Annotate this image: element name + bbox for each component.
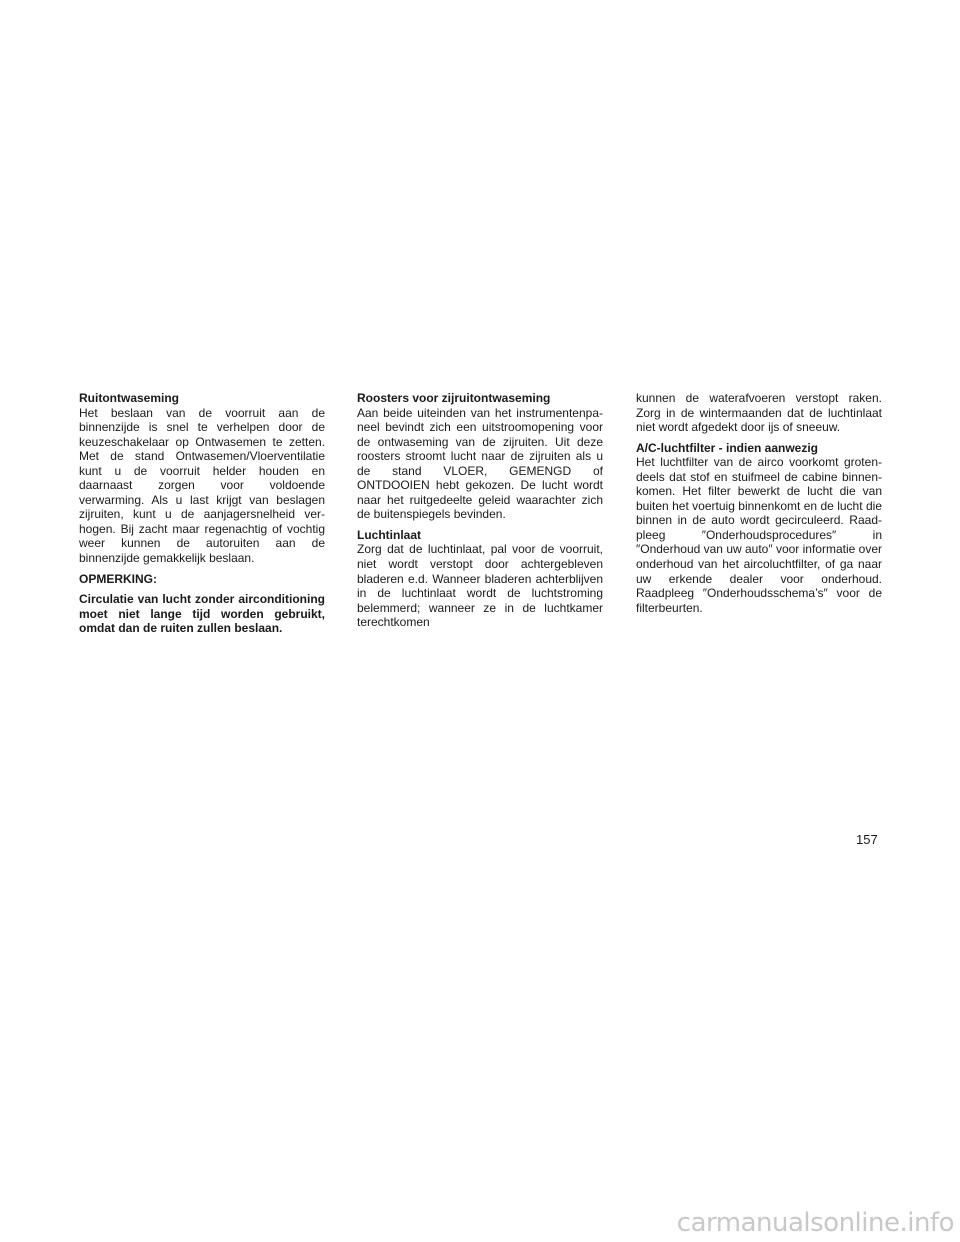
page-number: 157 [856,832,878,847]
section-heading: Ruitontwaseming [79,391,180,405]
paragraph-luchtinlaat [357,528,603,630]
paragraph-continued: kunnen de waterafvoeren verstopt raken. Zorg in de wintermaanden dat de luchtinlaat niet wordt afgedekt door ijs of sneeuw. [636,391,882,435]
section-body: Het beslaan van de voorruit aan de binnenzijde is snel te verhelpen door de keuzeschakelaar op Ontwasemen te zetten. Met de stand Ontwasemen/Vloerventilatie kunt u de voorruit helder houden en daarnaast zorgen voor voldoende verwarming. Als u last krijgt van beslagen zijruiten, kunt u de aanjagersnelheid verhogen. Bij zacht maar regenachtig of vochtig weer kunnen de autoruiten aan de binnenzijde gemakkelijk beslaan. [79,405,325,566]
column-left [79,391,325,642]
note-text: Circulatie van lucht zonder airconditioning moet niet lange tijd worden gebruikt, omdat dan de ruiten zullen beslaan. [79,592,325,636]
column-right [636,391,882,621]
section-heading: Luchtinlaat [357,527,422,542]
section-body: Zorg dat de luchtinlaat, pal voor de voorruit, niet wordt verstopt door achtergebleven bladeren e.d. Wanneer bladeren achterblijven in de luchtinlaat wordt de luchtstroming belemmerd; wanneer ze in de luchtkamer terechtkomen [357,542,603,630]
note-label: OPMERKING: [79,571,157,586]
section-heading: A/C-luchtfilter - indien aanwezig [636,440,819,455]
paragraph-ruitontwaseming [79,391,325,566]
section-body: Het luchtfilter van de airco voorkomt grotendeels dat stof en stuifmeel de cabine binnenkomen. Het filter bewerkt de lucht die van buiten het voertuig binnenkomt en de lucht die binnen in de auto wordt gecirculeerd. Raadpleeg ″Onderhoudsprocedures″ in ″Onderhoud van uw auto″ voor informatie over onderhoud van het aircoluchtfilter, of ga naar uw erkende dealer voor onderhoud. Raadpleeg ″Onderhoudsschema’s″ voor de filterbeurten. [636,455,882,615]
paragraph-ac-filter [636,441,882,616]
section-body: Aan beide uiteinden van het instrumentenpaneel bevindt zich een uitstroomopening voor de ontwaseming van de zijruiten. Uit deze roosters stroomt lucht naar de zijruiten als u de stand VLOER, GEMENGD of ONTDOOIEN hebt gekozen. De lucht wordt naar het ruitgedeelte geleid waarachter zich de buitenspiegels bevinden. [357,405,603,522]
section-heading: Roosters voor zijruitontwaseming [357,391,551,405]
paragraph-roosters [357,391,603,522]
column-middle [357,391,603,636]
watermark-text: carmanualsonline.info [676,1208,954,1238]
